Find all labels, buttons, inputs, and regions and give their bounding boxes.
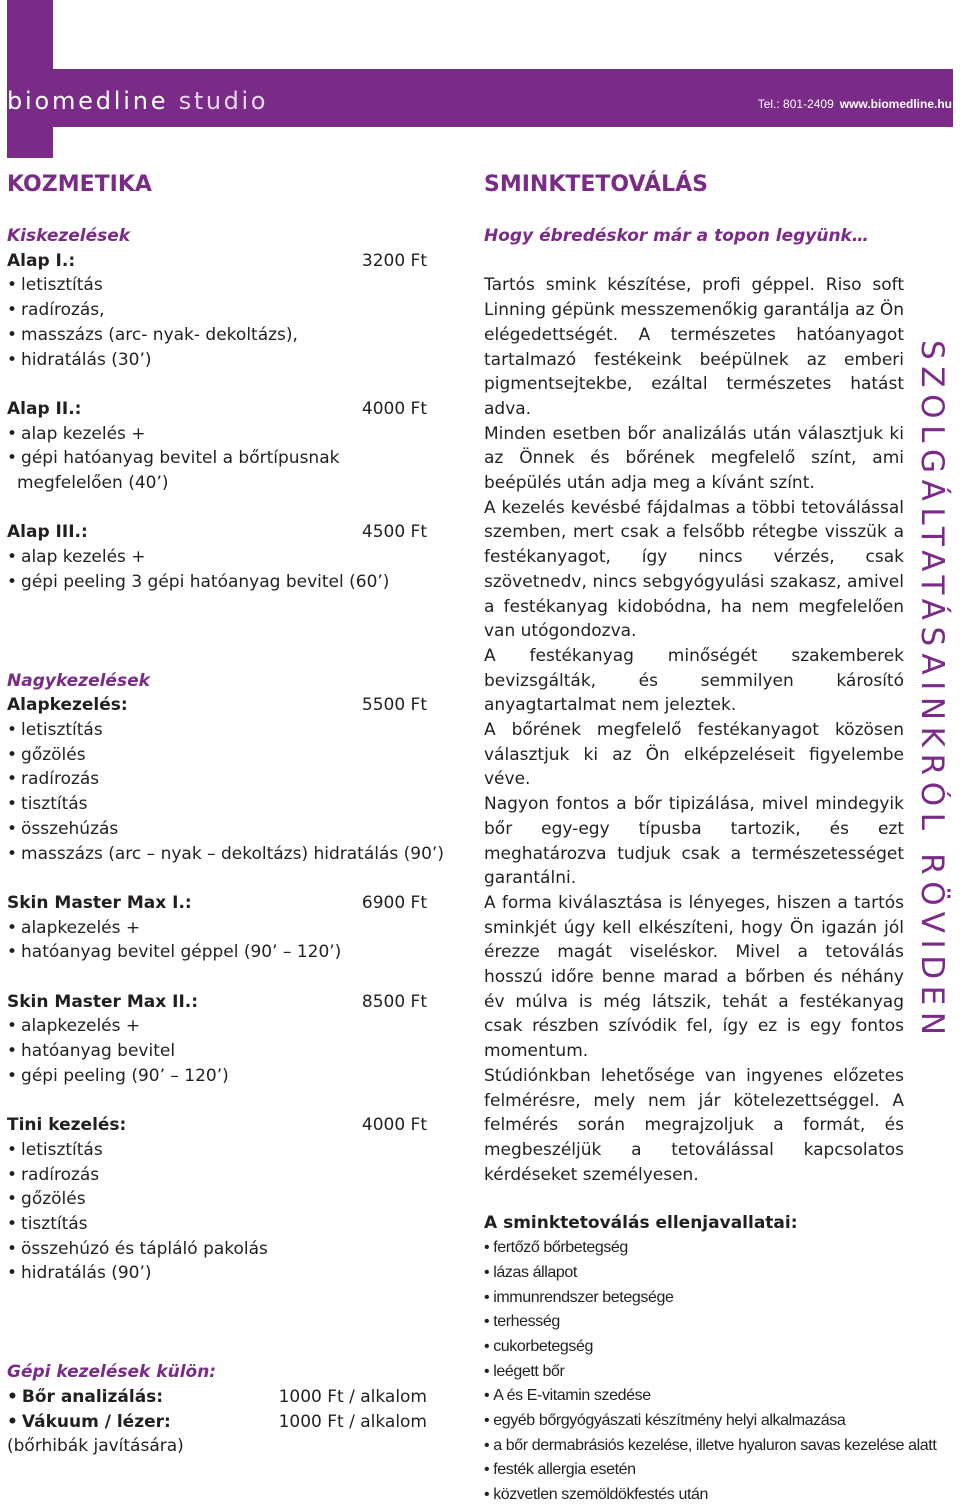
- price-row-smm2: [7, 990, 427, 1015]
- paragraph: A festékanyag minőségét szakemberek bevizsgálták, és semmilyen károsító anyagtartalmat nem jeleztek.: [484, 645, 904, 716]
- list-item: • gépi peeling (90’ – 120’): [7, 1064, 427, 1089]
- list-item: • tisztítás: [7, 792, 427, 817]
- kozmetika-column: [7, 170, 444, 1459]
- price-row-alapkezeles: [7, 693, 427, 718]
- price-row-smm1: [7, 891, 427, 916]
- treatment-name: Skin Master Max I.:: [7, 892, 192, 913]
- contact-info: [758, 96, 952, 112]
- paragraph: Stúdiónkban lehetősége van ingyenes előzetes felmérésre, mely nem jár kötelezettséggel. A felmérés során megrajzoljuk a formát, és megbeszéljük a tetoválással kapcsolatos kérdéseket személyesen.: [484, 1065, 904, 1185]
- side-title-text: SZOLGÁLTATÁSAINKRÓL RÖVIDEN: [914, 340, 950, 1042]
- brand-name-studio: studio: [178, 87, 269, 115]
- list-item: • letisztítás: [7, 273, 427, 298]
- sminktetovalas-title: SMINKTETOVÁLÁS: [484, 172, 708, 197]
- list-item: • terhesség: [484, 1310, 904, 1335]
- paragraph: A bőrének megfelelő festékanyagot közösen választjuk ki az Ön elképzeléseit figyelembe véve.: [484, 720, 904, 790]
- list-item: • tisztítás: [7, 1212, 427, 1237]
- list-item: • gépi peeling 3 gépi hatóanyag bevitel (60’): [7, 570, 427, 595]
- list-item: • hatóanyag bevitel: [7, 1039, 427, 1064]
- treatment-name: Skin Master Max II.:: [7, 991, 199, 1012]
- vakuum-note: (bőrhibák javítására): [7, 1436, 184, 1457]
- paragraph: Tartós smink készítése, profi géppel. Riso soft Linning gépünk messzemenőkig garantálja az Ön elégedettségét. A természetes hatóanyagot tartalmazó festékeink beépülnek az emberi pigmentsejtekbe, ezáltal természetes hatást adva.: [484, 275, 904, 419]
- treatment-name: Alap II.:: [7, 398, 82, 419]
- treatment-name: • Vákuum / lézer:: [7, 1410, 279, 1435]
- list-item: • gőzölés: [7, 1187, 427, 1212]
- list-item: • radírozás: [7, 1163, 427, 1188]
- treatment-price: 3200 Ft: [361, 250, 427, 271]
- nagykezelesek-heading: Nagykezelések: [7, 670, 150, 691]
- list-item: • egyéb bőrgyógyászati készítmény helyi alkalmazása: [484, 1409, 904, 1434]
- list-item: • letisztítás: [7, 718, 427, 743]
- list-item: • alap kezelés +: [7, 422, 427, 447]
- list-item-continuation: megfelelően (40’): [17, 473, 169, 494]
- price-row-vakuum: [7, 1410, 427, 1435]
- list-item: • cukorbetegség: [484, 1335, 904, 1360]
- list-item: • hidratálás (30’): [7, 348, 427, 373]
- list-item: • összehúzás: [7, 817, 427, 842]
- paragraph: Minden esetben bőr analizálás után választjuk ki az Önnek és bőrének megfelelő színt, ami beépülés után adja meg a kívánt színt.: [484, 423, 904, 494]
- phone-number: Tel.: 801-2409: [757, 97, 834, 111]
- paragraph: Nagyon fontos a bőr tipizálása, mivel mindegyik bőr egy-egy típusba tartozik, és ezt meghatározva tudjuk csak a természetességet garantálni.: [484, 794, 904, 889]
- treatment-name: Alapkezelés:: [7, 695, 128, 716]
- list-item: • közvetlen szemöldökfestés után: [484, 1483, 904, 1508]
- brand-name-main: biomedline: [7, 87, 169, 115]
- kiskezelesek-heading: Kiskezelések: [7, 226, 131, 246]
- list-item: • immunrendszer betegsége: [484, 1286, 904, 1311]
- treatment-name: • Bőr analizálás:: [7, 1385, 279, 1410]
- list-item: • radírozás,: [7, 298, 427, 323]
- treatment-price: 1000 Ft / alkalom: [278, 1386, 427, 1407]
- list-item: • letisztítás: [7, 1138, 427, 1163]
- price-row-alap2: [7, 397, 427, 422]
- treatment-price: 1000 Ft / alkalom: [278, 1411, 427, 1432]
- header: [0, 0, 960, 158]
- gepi-kezelesek-heading: Gépi kezelések külön:: [7, 1362, 217, 1383]
- treatment-price: 8500 Ft: [361, 991, 427, 1012]
- list-item: • alapkezelés +: [7, 1014, 427, 1039]
- side-title: [912, 340, 962, 1120]
- treatment-price: 4000 Ft: [361, 1115, 427, 1136]
- list-item: • lázas állapot: [484, 1261, 904, 1286]
- sminktetovalas-subtitle: Hogy ébredéskor már a topon legyünk…: [484, 226, 869, 246]
- contraindications-list: [484, 1236, 937, 1508]
- brand-logo: [7, 86, 268, 116]
- list-item: • leégett bőr: [484, 1360, 904, 1385]
- list-item: • összehúzó és tápláló pakolás: [7, 1237, 427, 1262]
- contraindications-heading: A sminktetoválás ellenjavallatai:: [484, 1213, 798, 1234]
- list-item: • gőzölés: [7, 743, 427, 768]
- paragraph: A kezelés kevésbé fájdalmas a többi tetoválással szemben, mert csak a felsőbb rétegbe visszük a festékanyagot, így nincs vérzés, csak szövetnedv, nincs sebgyógyulási szakasz, amivel a festékanyag kidobódna, ha nem megfelelően van utógondozva.: [484, 497, 904, 642]
- list-item: • masszázs (arc- nyak- dekoltázs),: [7, 323, 427, 348]
- paragraph: A forma kiválasztása is lényeges, hiszen a tartós sminkjét úgy kell elkészíteni, hogy Ön igazán jól érezze magát viseléskor. Mivel a tetoválás hosszú időre benne marad a bőrben és néhány év múlva is még látszik, tehát a festékanyag csak részben szívódik fel, így ez is egy fontos momentum.: [484, 892, 904, 1062]
- list-item: • alap kezelés +: [7, 545, 427, 570]
- list-item: • a bőr dermabrásiós kezelése, illetve hyaluron savas kezelése alatt: [484, 1434, 904, 1459]
- price-row-alap1: [7, 249, 427, 274]
- treatment-price: 6900 Ft: [361, 892, 427, 913]
- list-item: • hatóanyag bevitel géppel (90’ – 120’): [7, 940, 427, 965]
- list-item: • festék allergia esetén: [484, 1458, 904, 1483]
- list-item: • gépi hatóanyag bevitel a bőrtípusnak: [7, 446, 427, 471]
- website-link[interactable]: www.biomedline.hu: [839, 97, 952, 111]
- treatment-name: Alap I.:: [7, 250, 76, 271]
- price-row-bor-analizalas: [7, 1385, 427, 1410]
- list-item: • hidratálás (90’): [7, 1261, 427, 1286]
- list-item: • radírozás: [7, 767, 427, 792]
- treatment-price: 4000 Ft: [361, 398, 427, 419]
- treatment-price: 5500 Ft: [361, 695, 427, 716]
- list-item: • fertőző bőrbetegség: [484, 1236, 904, 1261]
- price-row-tini: [7, 1113, 427, 1138]
- price-row-alap3: [7, 520, 427, 545]
- kozmetika-title: KOZMETIKA: [7, 172, 152, 197]
- treatment-name: Alap III.:: [7, 522, 88, 543]
- list-item: • alapkezelés +: [7, 916, 427, 941]
- list-item: • A és E-vitamin szedése: [484, 1384, 904, 1409]
- treatment-name: Tini kezelés:: [7, 1115, 127, 1136]
- treatment-price: 4500 Ft: [361, 522, 427, 543]
- list-item: • masszázs (arc – nyak – dekoltázs) hidratálás (90’): [7, 842, 427, 867]
